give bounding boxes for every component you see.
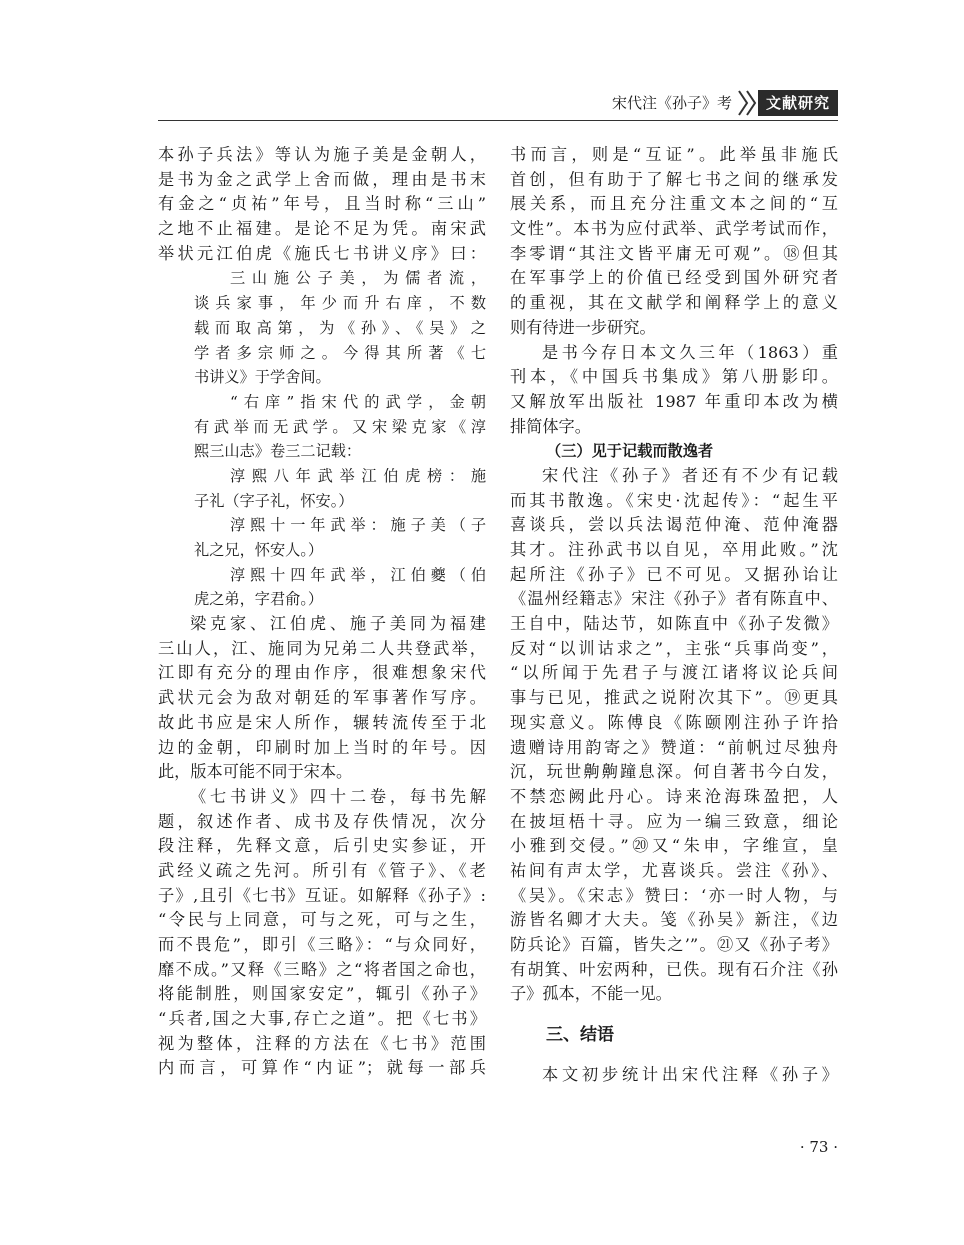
body-line: 题，叙述作者、成书及存佚情况，次分: [158, 811, 486, 831]
body-line: 是书今存日本文久三年（1863）重: [542, 342, 838, 362]
body-line: “以所闻于先君子与渡江诸将议论兵间: [510, 663, 838, 683]
right-column: [510, 143, 838, 1088]
body-line: 游皆名卿才大夫。笺《孙吴》新注，《边: [510, 910, 838, 930]
body-line: 首创，但有助于了解七书之间的继承发: [510, 169, 838, 189]
subsection-heading: （三）见于记载而散逸者: [546, 442, 714, 461]
body-line: “令民与上同意，可与之死，可与之生，: [158, 910, 486, 930]
body-line: 是书为金之武学上舍而做，理由是书末: [158, 169, 486, 189]
body-line: 本文初步统计出宋代注释《孙子》: [542, 1065, 838, 1085]
spacer: [510, 1007, 838, 1015]
body-line: 《温州经籍志》宋注《孙子》者有陈直中、: [510, 589, 838, 609]
body-line: 宋代注《孙子》者还有不少有记载: [542, 465, 838, 485]
body-line: 的重视，其在文献学和阐释学上的意义: [510, 293, 838, 313]
body-line: 在披垣梧十寻。应为一编三致意，细论: [510, 811, 838, 831]
chevron-right-icon: [736, 88, 758, 118]
body-line: 不禁恋阙此丹心。诗来沧海珠盈把，人: [510, 786, 838, 806]
body-line: 武经义疏之先河。所引有《管子》、《老: [158, 860, 486, 880]
body-line: 《七书讲义》四十二卷，每书先解: [190, 786, 486, 806]
body-line: 事与已见，推武之说附次其下”。⑲更具: [510, 688, 838, 708]
body-line: 喜谈兵，尝以兵法谒范仲淹、范仲淹器: [510, 515, 838, 535]
spacer: [510, 1055, 838, 1063]
quote-line: 载而取高第，为《孙》、《吴》之: [194, 318, 486, 337]
body-line: 而不畏危”，即引《三略》：“与众同好，: [158, 935, 486, 954]
body-line: 之地不止福建。是论不足为凭。南宋武: [158, 219, 486, 239]
body-line: 《吴》。《宋志》赞曰：‘亦一时人物，与: [510, 885, 838, 905]
body-line: 现实意义。陈傅良《陈颐刚注孙子许拾: [510, 712, 838, 732]
quote-line: 子礼（字子礼，怀安。）: [194, 491, 354, 510]
running-title: 宋代注《孙子》考: [611, 94, 732, 112]
body-line: 反对“以训诂求之”，主张“兵事尚变”，: [510, 638, 838, 658]
quote-line: 三山施公子美，为儒者流，: [230, 269, 486, 288]
body-line: 靡不成。”又释《三略》之“将者国之命也，: [158, 959, 486, 979]
page-number: · 73 ·: [799, 1138, 838, 1156]
body-line: 又解放军出版社 1987 年重印本改为横: [510, 391, 838, 411]
body-line: 梁克家、江伯虎、施子美同为福建: [190, 614, 486, 634]
quote-line: 学者多宗师之。今得其所著《七: [194, 343, 486, 362]
left-column: [158, 143, 486, 1081]
body-line: 小雅到交侵。”⑳又“朱申，字维宣，皇: [510, 836, 838, 856]
body-line: 举状元江伯虎《施氏七书讲义序》曰：: [158, 243, 486, 263]
body-line: 内而言，可算作“内证”；就每一部兵: [158, 1058, 486, 1078]
section-heading: 三、结语: [546, 1025, 614, 1046]
body-line: 江即有充分的理由作序，很难想象宋代: [158, 663, 486, 683]
quote-line: 淳熙十一年武举：施子美（子: [230, 516, 486, 535]
body-line: 书而言，则是“互证”。此举虽非施氏: [510, 145, 838, 164]
body-line: 防兵论》百篇，皆失之’”。㉑又《孙子考》: [510, 935, 838, 954]
body-line: 边的金朝，印刷时加上当时的年号。因: [158, 737, 486, 757]
body-line: 在军事学上的价值已经受到国外研究者: [510, 268, 838, 288]
header-rule: [158, 120, 838, 121]
quote-line: 虎之弟，字君俞。）: [194, 590, 324, 609]
quote-line: 书讲义》于学舍间。: [194, 368, 331, 387]
body-line: 王自中，陆达节，如陈直中《孙子发微》: [510, 614, 838, 634]
body-line: 排简体字。: [510, 416, 591, 436]
body-line: 本孙子兵法》等认为施子美是金朝人，: [158, 145, 486, 164]
body-line: 故此书应是宋人所作，辗转流传至于北: [158, 712, 486, 732]
quote-line: “右庠”指宋代的武学，金朝: [230, 392, 486, 411]
body-line: 三山人，江、施同为兄弟二人共登武举，: [158, 638, 486, 658]
body-line: 有胡箕、叶宏两种，已佚。现有石介注《孙: [510, 959, 838, 979]
quote-line: 淳熙八年武举江伯虎榜：施: [230, 466, 486, 485]
body-line: 则有待进一步研究。: [510, 317, 656, 337]
body-line: 子》孤本，不能一见。: [510, 984, 672, 1004]
body-line: “兵者,国之大事,存亡之道”。把《七书》: [158, 1009, 486, 1029]
body-line: 刊本，《中国兵书集成》第八册影印。: [510, 367, 838, 387]
body-line: 文性”。本书为应付武举、武学考试而作，: [510, 219, 838, 239]
body-line: 此，版本可能不同于宋本。: [158, 762, 353, 782]
body-line: 起所注《孙子》已不可见。又据孙诒让: [510, 564, 838, 584]
body-line: 李零谓“其注文皆平庸无可观”。⑱但其: [510, 243, 838, 263]
body-line: 段注释，先释文意，后引史实参证，开: [158, 836, 486, 856]
quote-line: 淳熙十四年武举，江伯夔（伯: [230, 565, 486, 584]
body-line: 祐间有声太学，尤喜谈兵。尝注《孙》、: [510, 860, 838, 880]
quote-line: 熙三山志》卷三二记载：: [194, 442, 362, 461]
body-line: 子》,且引《七书》互证。如解释《孙子》:: [158, 885, 486, 905]
body-line: 展关系，而且充分注重文本之间的“互: [510, 194, 838, 214]
quote-line: 有武举而无武学。又宋梁克家《淳: [194, 417, 486, 436]
body-line: 而其书散逸。《宋史·沈起传》：“起生平: [510, 490, 838, 510]
body-line: 有金之“贞祐”年号，且当时称“三山”: [158, 194, 486, 214]
body-line: 武状元会为敌对朝廷的军事著作写序。: [158, 688, 486, 708]
body-line: 其才。注孙武书以自见，卒用此败。”沈: [510, 540, 838, 559]
section-badge: 文献研究: [758, 90, 838, 116]
body-line: 将能制胜，则国家安定”，辄引《孙子》: [158, 984, 486, 1004]
body-line: 沉，玩世齁齁蹱息深。何自著书今白发，: [510, 762, 838, 782]
quote-line: 谈兵家事，年少而升右庠，不数: [194, 294, 486, 313]
quote-line: 礼之兄，怀安人。）: [194, 541, 324, 559]
body-line: 遗赠诗用韵寄之》赞道：“前帆过尽独舟: [510, 737, 838, 757]
body-line: 视为整体，注释的方法在《七书》范围: [158, 1033, 486, 1053]
